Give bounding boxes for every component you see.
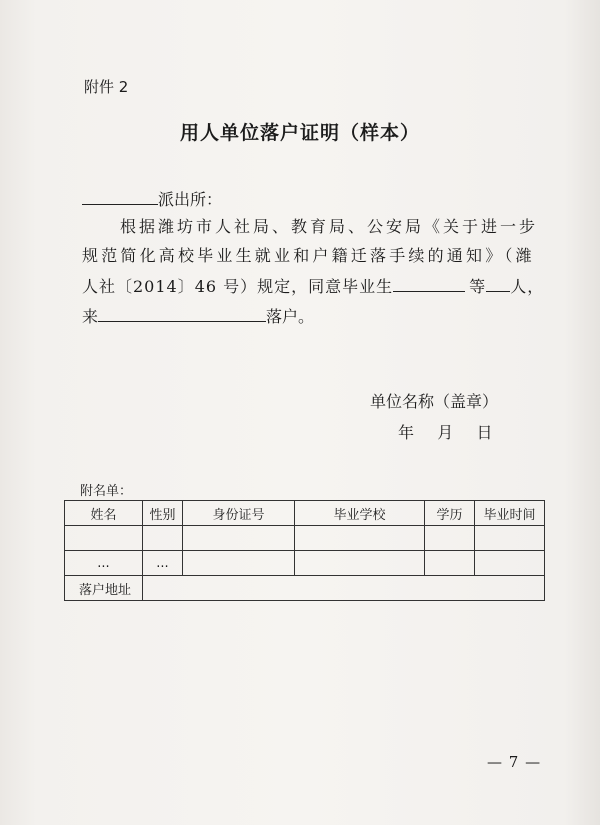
table-cell: [183, 551, 295, 576]
table-cell: [475, 526, 545, 551]
header-school: 毕业学校: [295, 501, 425, 526]
header-graduation-time: 毕业时间: [475, 501, 545, 526]
address-label: 落户地址: [65, 576, 143, 601]
table-row: [65, 551, 545, 576]
table-cell: [425, 551, 475, 576]
table-cell: [65, 526, 143, 551]
table-cell: [143, 526, 183, 551]
unit-name-seal: 单位名称（盖章）: [370, 392, 499, 411]
graduate-name-blank: [393, 277, 465, 292]
attachment-label: 附件 2: [84, 78, 129, 96]
letter-line-1: [82, 187, 222, 210]
signature-date: 年 月 日: [398, 423, 495, 442]
header-gender: 性别: [143, 501, 183, 526]
come-to-label: 来: [82, 307, 99, 326]
consent-text: 人社〔2014〕46 号）规定，同意毕业生: [82, 277, 394, 296]
table-cell: ...: [65, 551, 143, 576]
table-cell: ...: [143, 551, 183, 576]
document-title: 用人单位落户证明（样本）: [179, 122, 420, 144]
police-station-label: 派出所：: [158, 190, 223, 209]
address-value: [143, 576, 545, 601]
table-cell: [475, 551, 545, 576]
table-cell: [295, 551, 425, 576]
table-cell: [295, 526, 425, 551]
graduate-count-blank: [486, 277, 510, 292]
count-prefix: 等: [469, 277, 487, 296]
letter-line-4: [82, 274, 544, 297]
header-name: 姓名: [65, 501, 143, 526]
table-row: [65, 526, 545, 551]
letter-line-2: 根据潍坊市人社局、教育局、公安局《关于进一步: [120, 217, 539, 236]
letter-line-5: [82, 304, 314, 327]
table-cell: [183, 526, 295, 551]
page-number: — 7 —: [487, 753, 542, 771]
roster-label: 附名单：: [80, 484, 133, 499]
count-suffix: 人，: [510, 277, 545, 296]
address-row: [65, 576, 545, 601]
header-education: 学历: [425, 501, 475, 526]
header-id-number: 身份证号: [183, 501, 295, 526]
settle-location-blank: [98, 307, 266, 322]
settle-label: 落户。: [266, 307, 315, 326]
letter-line-3: 规范简化高校毕业生就业和户籍迁落手续的通知》（潍: [82, 246, 535, 265]
table-header-row: [65, 501, 545, 526]
table-cell: [425, 526, 475, 551]
roster-table: [64, 500, 545, 601]
police-station-blank: [82, 190, 158, 205]
